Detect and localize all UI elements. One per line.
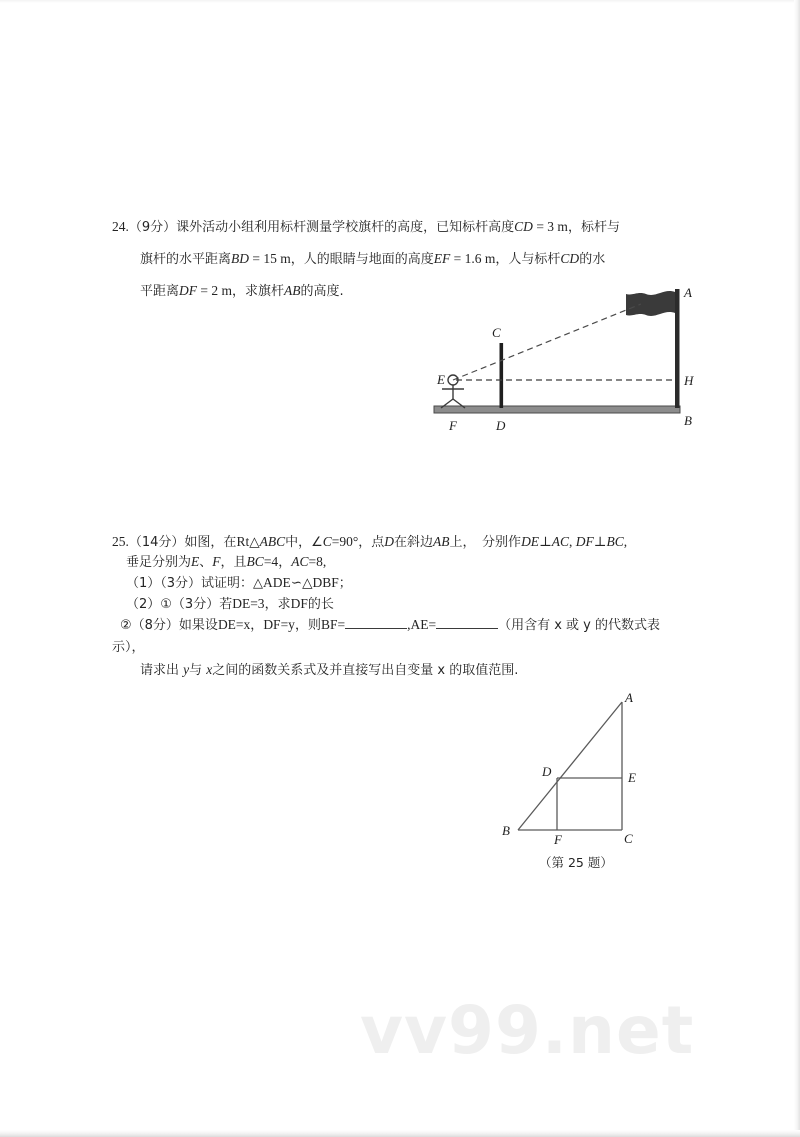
label-h: H [684,373,694,388]
text-run: ， [278,555,292,570]
label-d: D [496,418,506,433]
sight-line-eca [453,304,641,380]
text-run: = 15 m [249,251,291,266]
text-run: ，人的眼睛与地面的高度 [290,252,434,267]
problem-24-text-3 [140,283,344,298]
text-run: , [569,534,576,549]
problem-25-line-2 [126,551,326,570]
problem-25-sub-2-ii-cont [112,636,145,655]
page-edge-right [794,0,800,1137]
text-run: ，则 [294,618,321,633]
problem-25-text-7 [140,662,518,677]
text-run: 课外活动小组利用标杆测量学校旗杆的高度，已知标杆高度 [176,220,515,235]
text-run: 垂足分别为 [126,555,192,570]
text-run: 的高度. [300,284,344,299]
text-run: CD [514,219,533,234]
label-e: E [437,372,445,387]
problem-24-line-1 [112,216,620,235]
figure-25-caption: （第 25 题） [539,855,613,870]
text-run: =4 [263,554,279,569]
text-run: 的长 [307,597,334,612]
text-run: ,AE= [407,617,437,632]
text-run: x [206,662,213,677]
problem-25-final-request [140,659,518,678]
label-f: F [554,832,562,847]
problem-24-line-2 [140,248,605,267]
text-run: ， [250,618,264,633]
text-run: E [191,554,200,569]
problem-24-text-2 [140,251,605,266]
problem-25-number: 25. [112,534,129,549]
text-run: AC [291,554,309,569]
problem-24-marks: （9分） [128,220,177,235]
text-run: 的水 [579,252,606,267]
problem-25-sub-2-i [126,593,334,612]
text-run: D [384,534,395,549]
text-run: 之间的函数关系式及并直接写出自变量 x 的取值范围. [212,663,519,678]
text-run: 示）， [112,640,145,655]
text-run: 中，∠ [285,535,323,550]
text-run: ，且 [220,555,247,570]
fill-in-blank[interactable] [345,616,407,629]
text-run: =8, [308,554,327,569]
text-run: DE=3 [232,596,265,611]
problem-25-text-3 [126,575,352,590]
text-run: DF=y [263,617,295,632]
text-run: ADE∽△DBF [263,575,339,590]
text-run: ，求旗杆 [232,284,285,299]
text-run: （1）（3分）试证明：△ [126,576,264,591]
text-run: ⊥ [593,534,607,549]
text-run: 如图，在 [184,535,237,550]
problem-25-sub-2-ii [120,614,660,633]
text-run: 平距离 [140,284,180,299]
text-run: BC [246,554,264,569]
label-d: D [542,764,552,779]
text-run: DF [290,596,308,611]
text-run: =90° [331,534,359,549]
text-run: ，标杆与 [567,220,620,235]
triangle-figure [500,690,660,847]
fill-in-blank[interactable] [436,616,498,629]
text-run: DE=x [217,617,251,632]
text-run: EF [433,251,451,266]
text-run: ②（8分）如果设 [120,618,218,633]
text-run: （用含有 x 或 y 的代数式表 [498,618,660,633]
problem-25-text-5 [120,617,660,632]
text-run: BF= [320,617,346,632]
text-run: = 1.6 m [450,251,496,266]
text-run: F [212,554,221,569]
text-run: , [623,534,628,549]
text-run: = 3 m [532,219,568,234]
text-run: CD [560,251,580,266]
flag-icon [626,291,675,316]
text-run: AB [433,534,450,549]
site-watermark: vv99.net [360,992,695,1069]
label-c: C [492,325,501,340]
problem-25-text-1 [184,534,627,549]
problem-25-marks: （14分） [128,535,185,550]
problem-24-line-3 [140,280,344,299]
page-edge-bottom [0,1130,800,1137]
text-run: 在斜边 [394,535,434,550]
problem-24-text-1 [176,219,620,234]
text-run: DF [575,534,594,549]
label-b: B [502,823,510,838]
ground-line-icon [434,406,680,413]
problem-25-text-2 [126,554,326,569]
label-a: A [625,690,633,705]
text-run: 与 [189,663,207,678]
text-run: AC [551,534,570,549]
text-run: 、 [199,555,213,570]
text-run: = 2 m [197,283,233,298]
segment-ba [518,702,622,830]
text-run: DE [521,534,540,549]
text-run: ； [338,576,352,591]
text-run: 旗杆的水平距离 [140,252,232,267]
text-run: ，求 [264,597,291,612]
text-run: BD [231,251,250,266]
problem-24-number: 24. [112,219,129,234]
text-run: 上， 分别作 [449,535,522,550]
text-run: AB [284,283,301,298]
text-run: ABC [259,534,286,549]
label-c: C [624,831,633,846]
label-a: A [684,285,692,300]
text-run: Rt△ [236,534,260,549]
problem-25-sub-1 [126,572,352,591]
text-run: C [322,534,332,549]
text-run: ，点 [358,535,385,550]
page-edge-top [0,0,800,3]
text-run: 请求出 [140,663,184,678]
text-run: DF [179,283,198,298]
label-b: B [684,413,692,428]
label-f: F [449,418,457,433]
flagpole-figure [428,282,694,442]
problem-25-text-6 [112,639,145,654]
text-run: （2）①（3分）若 [126,597,233,612]
flagpole-ab-icon [675,289,680,408]
text-run: y [183,662,190,677]
problem-25-text-4 [126,596,334,611]
problem-25-line-1 [112,531,627,550]
marker-pole-cd-icon [500,343,504,408]
text-run: BC [606,534,624,549]
label-e: E [628,770,636,785]
text-run: ，人与标杆 [495,252,561,267]
text-run: ⊥ [539,534,552,549]
